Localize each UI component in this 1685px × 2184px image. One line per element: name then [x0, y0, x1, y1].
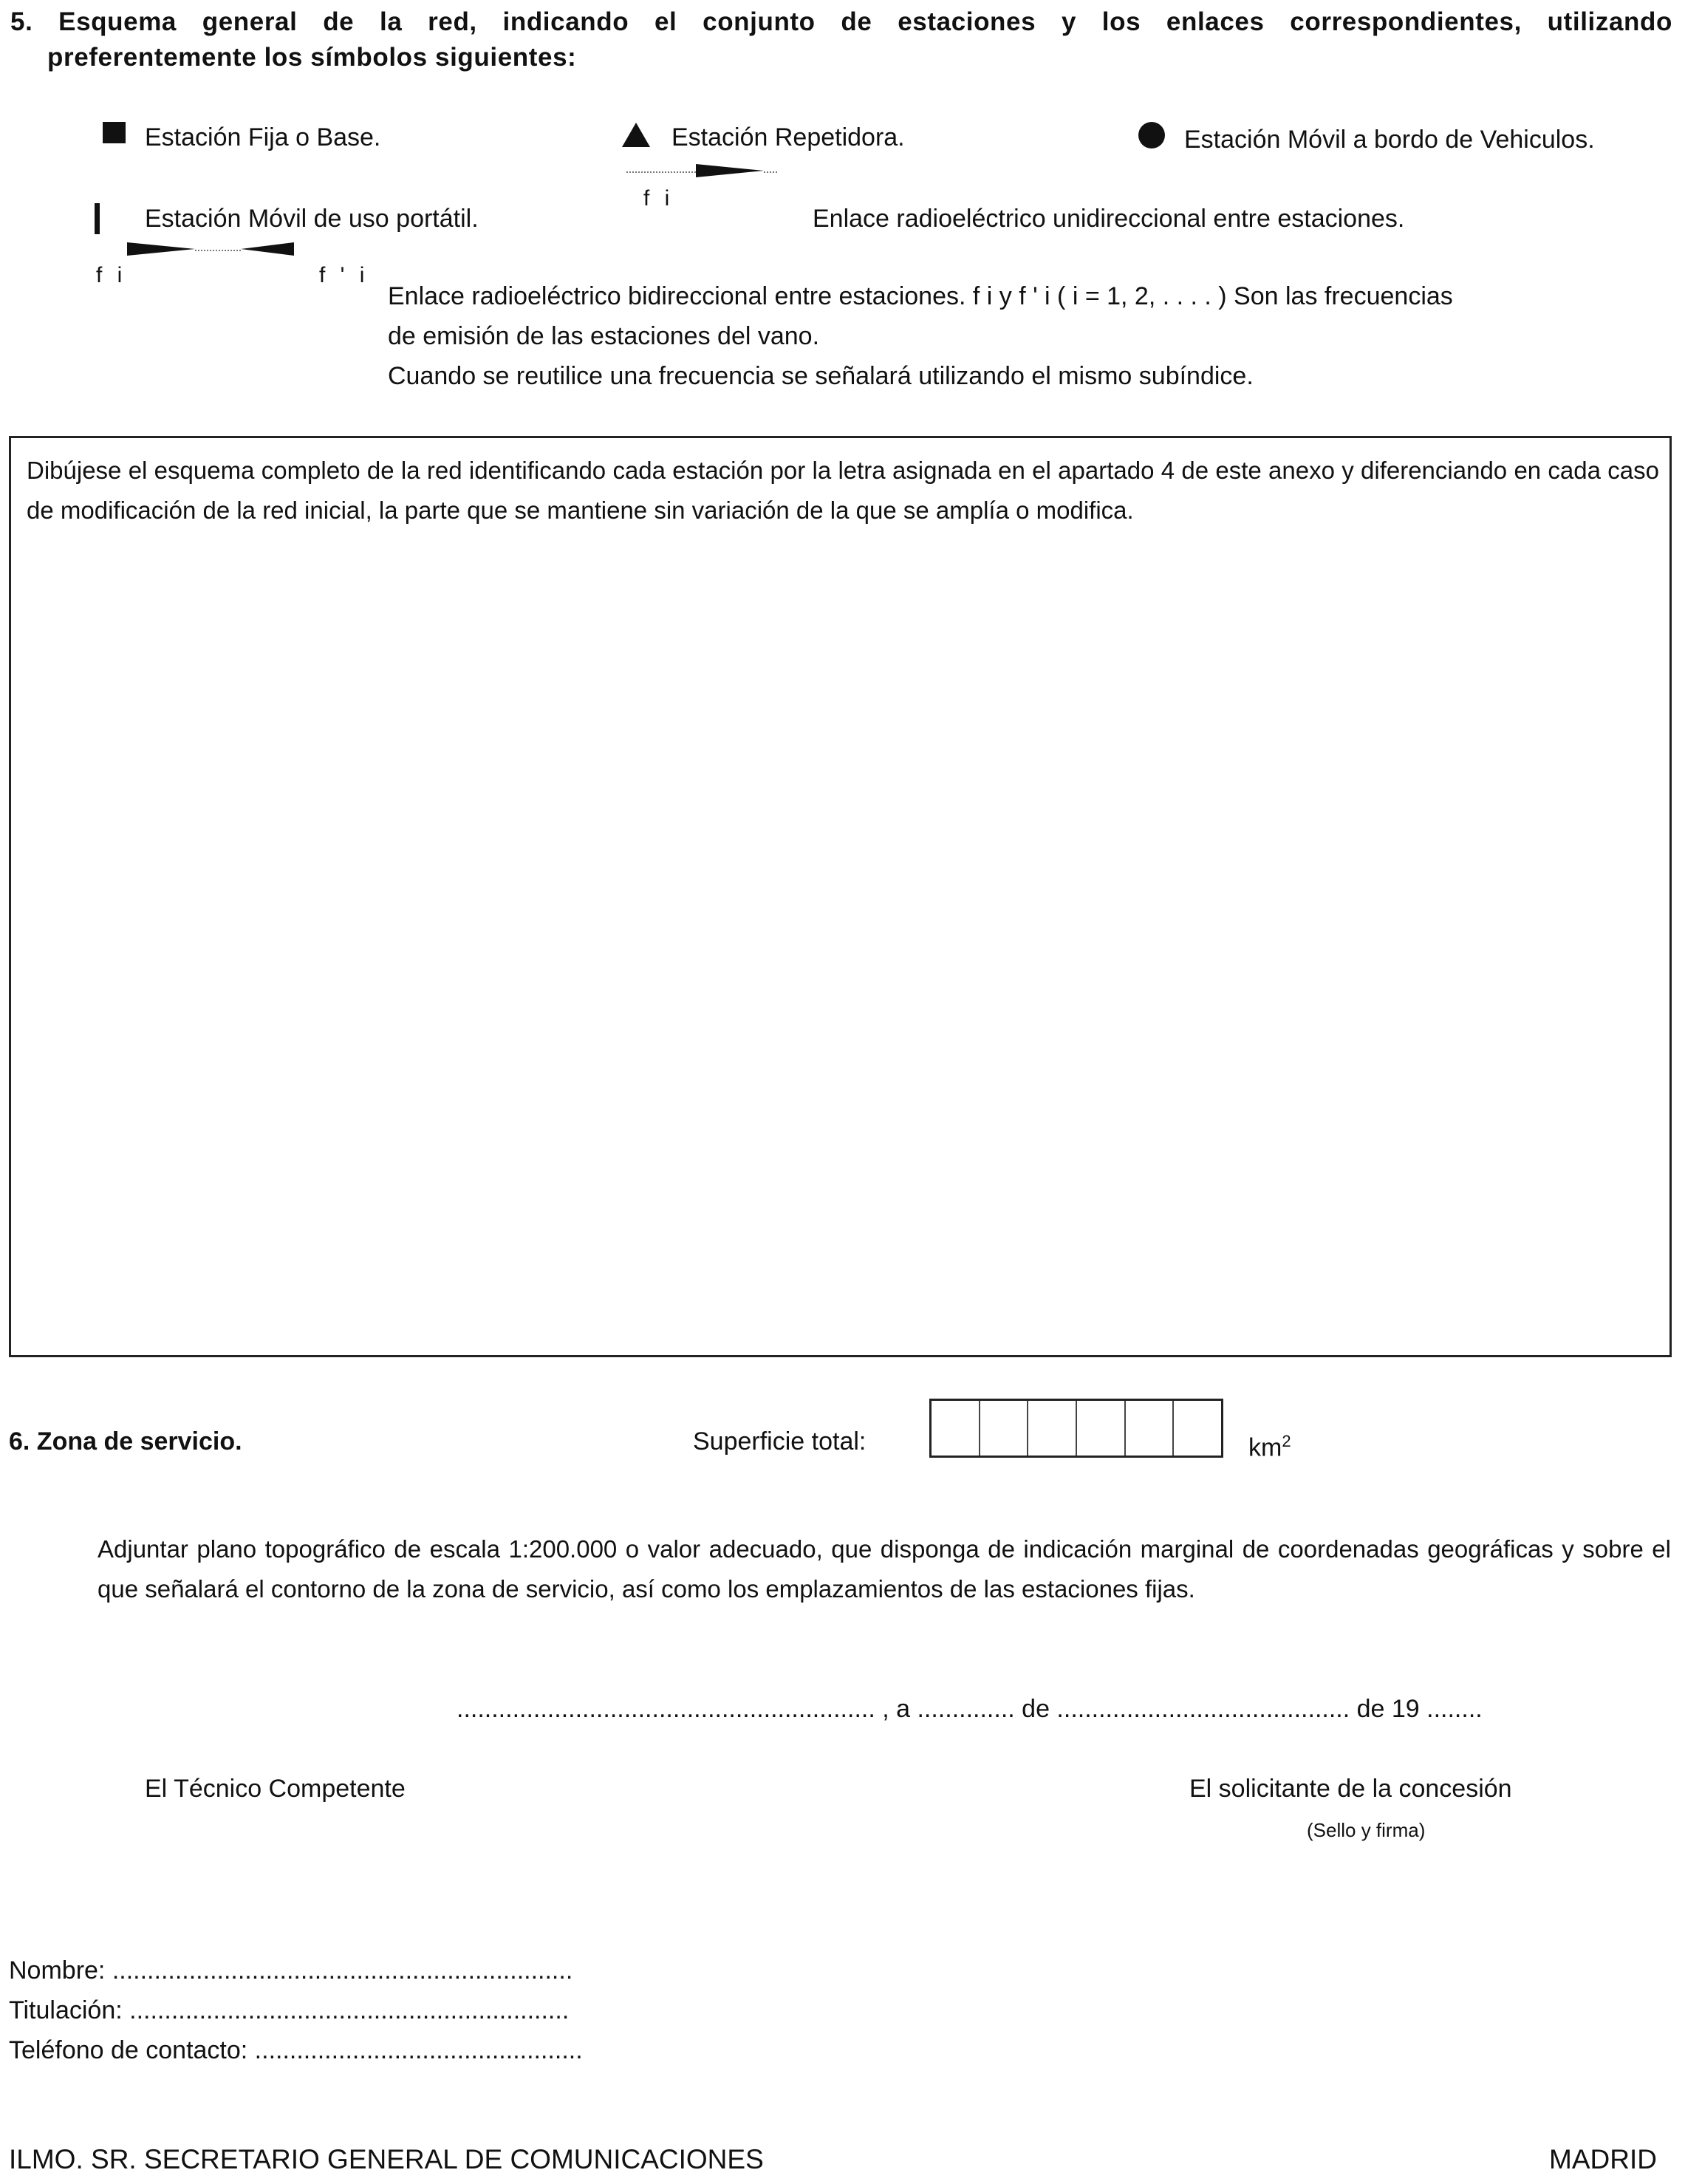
frequency-fi-label: f i [96, 263, 127, 287]
repeater-station-triangle-icon [622, 123, 650, 147]
sello-firma-label: (Sello y firma) [1307, 1819, 1426, 1841]
section-5-title-line1: 5. Esquema general de la red, indicando el conjunto de estaciones y los enlaces correspondientes, utilizando [10, 7, 1672, 36]
frequency-fi-label: f i [643, 186, 674, 211]
telefono-field[interactable]: Teléfono de contacto: ............................................... [9, 2036, 583, 2064]
fixed-station-square-icon [103, 122, 126, 143]
arrow-dotted-line [626, 171, 696, 173]
unit-exponent: 2 [1282, 1432, 1291, 1450]
nombre-field[interactable]: Nombre: .................................................................. [9, 1956, 573, 1985]
section-5-title-line2: preferentemente los símbolos siguientes: [47, 43, 577, 72]
fixed-station-label: Estación Fija o Base. [145, 123, 381, 151]
titulacion-field[interactable]: Titulación: ............................................................... [9, 1996, 570, 2024]
superficie-digit-cell[interactable] [1028, 1401, 1077, 1456]
mobile-vehicle-circle-icon [1138, 122, 1165, 149]
bidirectional-arrow-left-icon [241, 242, 294, 256]
mobile-vehicle-label: Estación Móvil a bordo de Vehiculos. [1184, 126, 1595, 154]
bidirectional-link-line2: de emisión de las estaciones del vano. [388, 322, 820, 350]
bidirectional-link-line3: Cuando se reutilice una frecuencia se señalará utilizando el mismo subíndice. [388, 362, 1254, 390]
superficie-input-boxes[interactable] [929, 1399, 1223, 1458]
addressee: ILMO. SR. SECRETARIO GENERAL DE COMUNICACIONES [9, 2144, 764, 2174]
network-diagram-box[interactable] [9, 436, 1672, 1357]
superficie-digit-cell[interactable] [1126, 1401, 1175, 1456]
repeater-station-label: Estación Repetidora. [671, 123, 905, 151]
city: MADRID [1549, 2144, 1657, 2174]
unit-base: km [1248, 1433, 1282, 1462]
superficie-digit-cell[interactable] [980, 1401, 1029, 1456]
unidirectional-arrow-icon [696, 164, 764, 177]
bidirectional-link-line1: Enlace radioeléctrico bidireccional entre estaciones. f i y f ' i ( i = 1, 2, . . . . ) Son las frecuencias [388, 282, 1453, 310]
section-5-title [10, 4, 1672, 75]
portable-station-label: Estación Móvil de uso portátil. [145, 205, 479, 233]
superficie-digit-cell[interactable] [932, 1401, 980, 1456]
section-6-title: 6. Zona de servicio. [9, 1427, 242, 1456]
portable-station-bar-icon [95, 203, 100, 234]
bidirectional-arrow-right-icon [127, 242, 195, 256]
section-6-paragraph: Adjuntar plano topográfico de escala 1:200.000 o valor adecuado, que disponga de indicación marginal de coordenadas geográficas y sobre el que señalará el contorno de la zona de servicio, así como los emplazamientos de las estaciones fijas. [98, 1535, 1671, 1603]
unit-km2 [1248, 1426, 1291, 1463]
superficie-digit-cell[interactable] [1174, 1401, 1221, 1456]
tecnico-label: El Técnico Competente [145, 1775, 406, 1803]
superficie-digit-cell[interactable] [1077, 1401, 1126, 1456]
solicitante-label: El solicitante de la concesión [1189, 1775, 1512, 1803]
network-diagram-instructions: Dibújese el esquema completo de la red identificando cada estación por la letra asignada en el apartado 4 de este anexo y diferenciando en cada caso de modificación de la red inicial, la parte que se mantiene sin variación de la que se amplía o modifica. [27, 457, 1659, 524]
unidirectional-link-label: Enlace radioeléctrico unidireccional entre estaciones. [813, 205, 1405, 233]
arrow-dotted-line [764, 171, 777, 173]
frequency-fpi-label: f ' i [319, 263, 369, 287]
arrow-dotted-line [195, 250, 241, 251]
date-line[interactable]: ............................................................ , a .............. de .......................................... de 19 ........ [457, 1695, 1483, 1723]
superficie-label: Superficie total: [693, 1427, 867, 1456]
